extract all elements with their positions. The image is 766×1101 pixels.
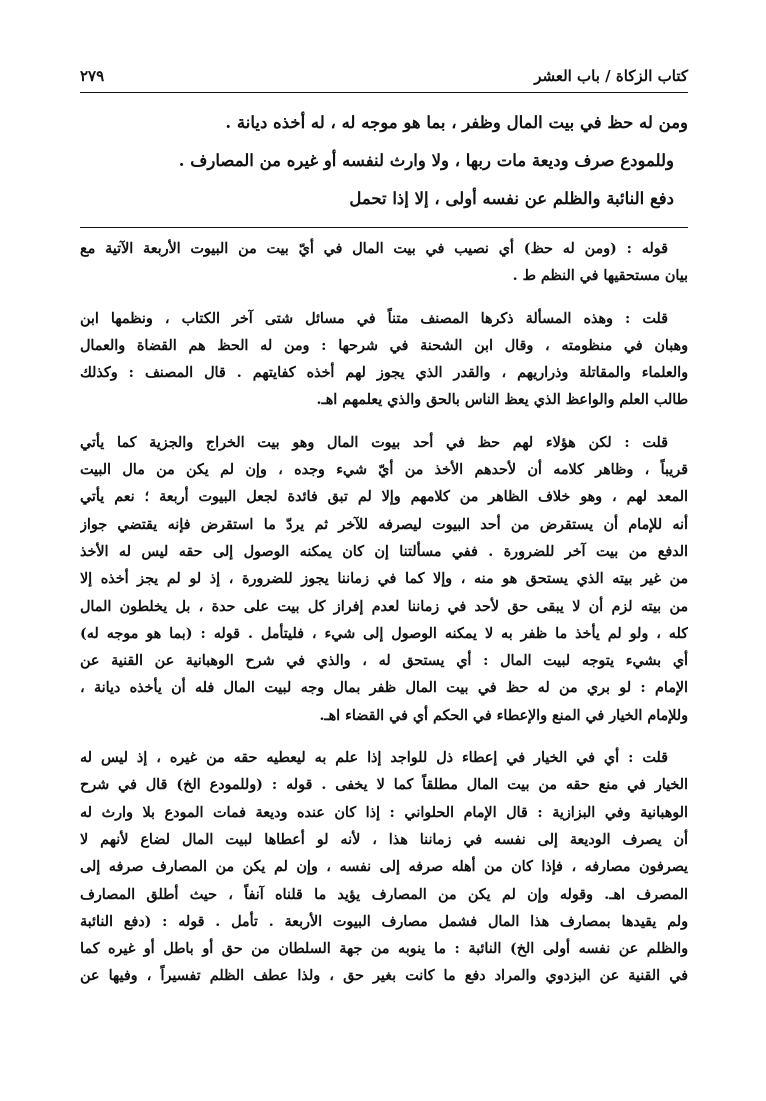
text-line: قلت : وهذه المسألة ذكرها المصنف متناً في مسائل شتى آخر الكتاب ، ونظمها ابن [80,310,668,327]
text-line: كله ، ولو لم يأخذ ما ظفر به لا يمكنه الوصول إلى شيء ، فليتأمل . قوله : (بما هو موجه له) [80,625,688,642]
separator-rule [80,227,688,228]
matn-line: وللمودع صرف وديعة مات ربها ، ولا وارث لنفسه أو غيره من المصارف . [178,151,674,170]
commentary-text [80,236,688,1006]
text-line: الدفع من بيت آخر للضرورة . ففي مسألتنا إن كان يمكنه الوصول إلى حقه ليس له الأخذ [80,543,688,560]
text-line: والعلماء والمقاتلة وذراريهم ، والقدر الذي يجوز لهم أخذه كفايتهم . قال المصنف : وكذلك [80,365,688,382]
text-line: من بيته لزم أن لا يبقى حق لأحد في زماننا لعدم إفراز كل بيت على حدة ، بل يخلطون المال [80,598,688,615]
text-line: في القنية عن البزدوي والمراد دفع ما كانت بغير حق ، ولذا عطف الظلم تفسيراً ، وفيها عن [80,968,688,985]
text-line: قريباً ، وظاهر كلامه أن لأحدهم الأخذ من أيّ شيء وجده ، وإن لم يكن من مال البيت [80,462,688,479]
text-line: وللإمام الخيار في المنع والإعطاء في الحكم أي في القضاء اهـ. [319,707,688,724]
text-line: بيان مستحقيها في النظم ط . [512,268,688,285]
text-line: قوله : (ومن له حظ) أي نصيب في بيت المال في أيّ بيت من البيوت الأربعة الآتية مع [80,241,668,257]
text-line: قلت : لكن هؤلاء لهم حظ في أحد بيوت المال وهو بيت الخراج والجزية كما يأتي [80,434,668,451]
text-line: الخيار في منع حقه من بيت المال مطلقاً كما لا يخفى . قوله : (وللمودع الخ) قال في شرح [80,777,688,794]
text-line: الوهبانية وفي البزازية : قال الإمام الحلواني : إذا كان عنده وديعة فمات المودع بلا وارث له [80,804,688,821]
text-line: يصرفون مصارفه ، فإذا كان من أهله صرفه إلى نفسه ، وإن لم يكن من المصارف صرفه إلى [80,859,688,876]
text-line: طالب العلم والواعظ الذي يعظ الناس بالحق والذي يعلمهم اهـ. [316,392,688,409]
text-line: وهبان في منظومته ، وقال ابن الشحنة في شرحها : ومن له الحظ هم القضاة والعمال [80,337,688,354]
paragraph [80,430,688,730]
matn-line: دفع النائبة والظلم عن نفسه أولى ، إلا إذا تحمل [349,189,674,208]
page-number: ٢٧٩ [80,67,105,85]
text-line: أن يصرف الوديعة إلى نفسه في زماننا هذا ، لأنه لو أعطاها لبيت المال لضاع لأنهم لا [80,831,688,848]
text-line: المصرف اهـ. وقوله وإن لم يكن من المصارف يؤيد ما قلناه آنفاً ، حيث أطلق المصارف [80,886,688,903]
text-line: أنه للإمام أن يستقرض من أحد البيوت ليصرفه للآخر ثم يردّ ما استقرض فإنه يقتضي جواز [80,516,688,533]
paragraph [80,236,688,291]
text-line: الإمام : لو بري من له حظ في بيت المال ظفر بمال وجه لبيت المال فله أن يأخذه ديانة ، [80,680,688,697]
header-rule [80,92,688,93]
matn-text [80,104,688,218]
text-line: المعد لهم ، وهو خلاف الظاهر من كلامهم وإلا لم تبق فائدة لجعل البيوت أربعة ؛ نعم يأتي [80,489,688,506]
text-line: من غير بيته الذي يستحق هو منه ، وإلا كما في زماننا يجوز للضرورة ، إذ لو لم يجز أخذه إلا [80,571,688,588]
text-line: ولم يقيدها بمصارف هذا المال فشمل مصارف البيوت الأربعة . تأمل . قوله : (دفع النائبة [80,913,688,930]
page-header [80,64,688,92]
running-head: كتاب الزكاة / باب العشر [534,67,688,85]
paragraph [80,306,688,415]
paragraph [80,745,688,991]
text-line: قلت : أي في الخيار في إعطاء ذل للواجد إذا علم به ليعطيه حقه من غيره ، إذ ليس له [80,750,668,767]
matn-line: ومن له حظ في بيت المال وظفر ، بما هو موجه له ، له أخذه ديانة . [225,113,688,132]
text-line: والظلم عن نفسه أولى الخ) النائبة : ما ينوبه من جهة السلطان من حق أو باطل أو غيره كما [80,941,688,958]
text-line: أي بشيء يتوجه لبيت المال : أي يستحق له ، والذي في شرح الوهبانية عن القنية عن [80,653,688,670]
